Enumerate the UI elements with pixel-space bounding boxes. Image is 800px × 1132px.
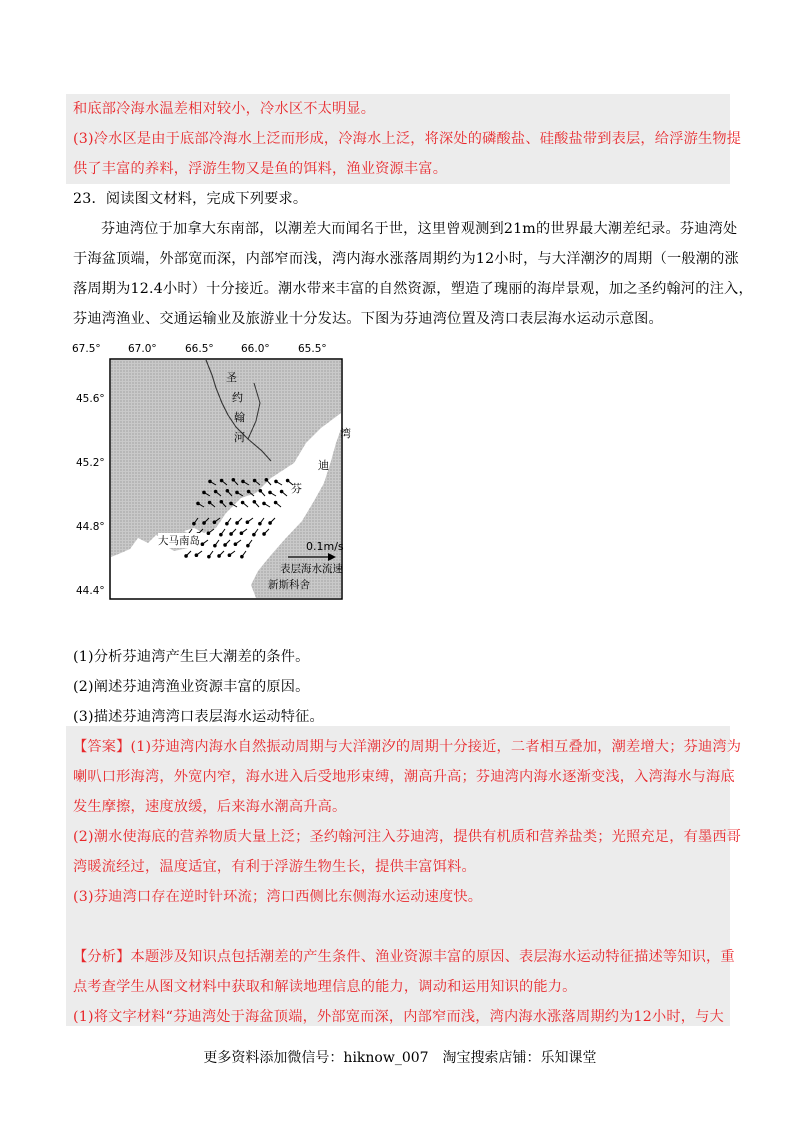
current-arrowhead xyxy=(236,522,239,525)
answer-line-1: 【答案】(1)芬迪湾内海水自然振动周期与大洋潮汐的周期十分接近，二者相互叠加，潮差增大；芬迪湾为 xyxy=(73,739,742,755)
analysis-line-1: 【分析】本题涉及知识点包括潮差的产生条件、渔业资源丰富的原因、表层海水运动特征描述等知识，重 xyxy=(73,949,735,965)
current-arrowhead xyxy=(236,491,239,494)
current-arrowhead xyxy=(241,501,244,504)
current-arrowhead xyxy=(259,522,262,525)
current-arrowhead xyxy=(228,554,231,557)
current-arrowhead xyxy=(280,490,283,493)
current-arrowhead xyxy=(240,532,243,535)
current-arrowhead xyxy=(207,532,210,535)
lat-label: 44.8° xyxy=(76,521,105,533)
current-arrowhead xyxy=(253,533,256,536)
current-arrowhead xyxy=(224,544,227,547)
current-arrowhead xyxy=(203,522,206,525)
answer-line-5: 湾暖流经过，温度适宜，有利于浮游生物生长，提供丰富饵料。 xyxy=(73,859,476,875)
lon-label: 65.5° xyxy=(298,343,327,355)
lon-label: 67.0° xyxy=(128,343,157,355)
sub-question-2: (2)阐述芬迪湾渔业资源丰富的原因。 xyxy=(73,679,310,695)
sub-question-3: (3)描述芬迪湾湾口表层海水运动特征。 xyxy=(73,709,324,725)
current-arrowhead xyxy=(218,555,221,558)
prev-answer-line-2: (3)冷水区是由于底部冷海水上泛而形成，冷海水上泛，将深处的磷酸盐、硅酸盐带到表层，给浮游生物提 xyxy=(73,131,742,147)
current-arrowhead xyxy=(197,502,200,505)
current-arrowhead xyxy=(269,491,272,494)
current-arrowhead xyxy=(286,479,289,482)
current-arrowhead xyxy=(208,501,211,504)
prev-answer-line-1: 和底部冷海水温差相对较小，冷水区不太明显。 xyxy=(73,101,376,117)
current-arrowhead xyxy=(230,533,233,536)
bay-char: 迪 xyxy=(318,459,329,472)
current-arrowhead xyxy=(259,489,262,492)
current-arrowhead xyxy=(230,502,233,505)
bay-char: 湾 xyxy=(340,427,351,440)
question-para-3: 落周期为12.4小时）十分接近。潮水带来丰富的自然资源，塑造了瑰丽的海岸景观，加之圣约翰河的注入， xyxy=(73,281,753,297)
current-arrowhead xyxy=(201,543,204,546)
current-arrowhead xyxy=(214,490,217,493)
question-title: 23．阅读图文材料，完成下列要求。 xyxy=(73,191,308,207)
fundy-bay-map xyxy=(66,343,366,605)
current-arrowhead xyxy=(209,480,212,483)
river-char: 约 xyxy=(232,391,243,404)
island-label: 大马南岛 xyxy=(158,535,200,547)
current-arrowhead xyxy=(253,479,256,482)
current-arrowhead xyxy=(247,490,250,493)
current-arrowhead xyxy=(265,478,268,481)
current-arrowhead xyxy=(185,555,188,558)
province-label: 新斯科舍 xyxy=(268,579,310,591)
lat-label: 45.2° xyxy=(76,457,105,469)
lon-label: 67.5° xyxy=(72,343,101,355)
answer-line-3: 发生摩擦，速度放缓，后来海水潮高升高。 xyxy=(73,799,347,815)
lat-label: 45.6° xyxy=(76,393,105,405)
sub-question-1: (1)分析芬迪湾产生巨大潮差的条件。 xyxy=(73,649,310,665)
question-para-4: 芬迪湾渔业、交通运输业及旅游业十分发达。下图为芬迪湾位置及湾口表层海水运动示意图。 xyxy=(73,311,663,327)
answer-line-4: (2)潮水使海底的营养物质大量上泛；圣约翰河注入芬迪湾，提供有机质和营养盐类；光照充足，有墨西哥 xyxy=(73,829,742,845)
footer-text: 更多资料添加微信号：hiknow_007 淘宝搜索店铺：乐知课堂 xyxy=(203,1050,597,1066)
scale-value: 0.1m/s xyxy=(306,540,344,553)
current-arrowhead xyxy=(220,479,223,482)
current-arrowhead xyxy=(263,533,266,536)
answer-line-2: 喇叭口形海湾，外宽内窄，海水进入后受地形束缚，潮高升高；芬迪湾内海水逐渐变浅，入湾海水与海底 xyxy=(73,769,735,785)
lon-label: 66.5° xyxy=(185,343,214,355)
current-arrowhead xyxy=(242,480,245,483)
current-arrowhead xyxy=(220,533,223,536)
current-arrowhead xyxy=(232,478,235,481)
answer-line-6: (3)芬迪湾口存在逆时针环流；湾口西侧比东侧海水运动速度快。 xyxy=(73,889,483,905)
question-para-1: 芬迪湾位于加拿大东南部，以潮差大而闻名于世，这里曾观测到21m的世界最大潮差纪录。芬迪湾处 xyxy=(101,221,738,237)
bay-char: 芬 xyxy=(291,482,302,495)
current-arrowhead xyxy=(253,500,256,503)
current-arrowhead xyxy=(203,491,206,494)
current-arrowhead xyxy=(220,500,223,503)
current-arrowhead xyxy=(195,554,198,557)
river-char: 翰 xyxy=(234,411,245,424)
river-char: 圣 xyxy=(226,371,237,384)
analysis-line-2: 点考查学生从图文材料中获取和解读地理信息的能力，调动和运用知识的能力。 xyxy=(73,979,577,995)
current-arrowhead xyxy=(241,555,244,558)
current-arrowhead xyxy=(269,522,272,525)
current-arrowhead xyxy=(226,522,229,525)
lon-label: 66.0° xyxy=(241,343,270,355)
prev-answer-line-3: 供了丰富的养料，浮游生物又是鱼的饵料，渔业资源丰富。 xyxy=(73,161,448,177)
scale-caption: 表层海水流速 xyxy=(280,563,343,575)
current-arrowhead xyxy=(214,544,217,547)
question-para-2: 于海盆顶端，外部宽而深，内部窄而浅，湾内海水涨落周期约为12小时，与大洋潮汐的周期（一般潮的涨 xyxy=(73,251,739,267)
current-arrowhead xyxy=(247,544,250,547)
river-char: 河 xyxy=(234,431,245,444)
current-arrowhead xyxy=(274,501,277,504)
current-arrowhead xyxy=(246,521,249,524)
analysis-line-3: (1)将文字材料“芬迪湾处于海盆顶端，外部宽而深，内部窄而浅，湾内海水涨落周期约为12小时，与大 xyxy=(73,1009,724,1025)
current-arrowhead xyxy=(275,480,278,483)
lat-label: 44.4° xyxy=(76,585,105,597)
current-arrowhead xyxy=(213,521,216,524)
current-arrowhead xyxy=(234,543,237,546)
current-arrowhead xyxy=(193,522,196,525)
current-arrowhead xyxy=(226,489,229,492)
current-arrowhead xyxy=(208,555,211,558)
current-arrowhead xyxy=(263,502,266,505)
